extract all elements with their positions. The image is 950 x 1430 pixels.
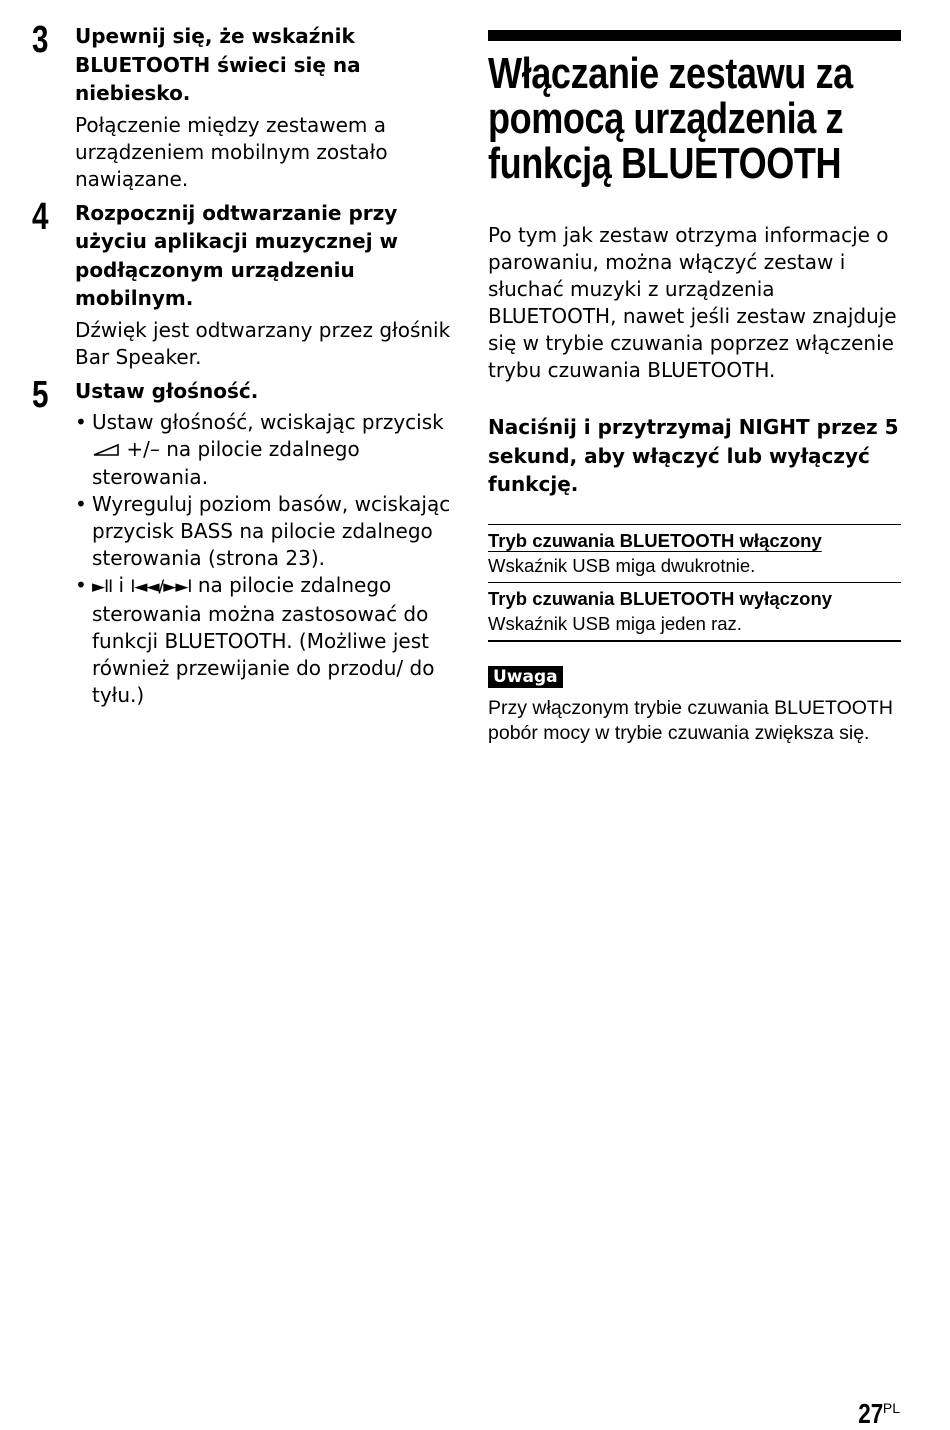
note-label: Uwaga xyxy=(488,666,563,688)
table-row xyxy=(488,525,901,582)
step-title: Upewnij się, że wskaźnik BLUETOOTH świeci się na niebiesko. xyxy=(75,24,361,105)
row-description: Wskaźnik USB miga dwukrotnie. xyxy=(488,554,756,576)
mode-table xyxy=(488,524,901,642)
step-description: Połączenie między zestawem a urządzeniem mobilnym zostało nawiązane. xyxy=(75,112,388,191)
section-heading: Włączanie zestawu za pomocą urządzenia z funkcją BLUETOOTH xyxy=(488,49,853,188)
section-intro: Po tym jak zestaw otrzyma informacje o parowaniu, można włączyć zestaw i słuchać muzyki z urządzenia BLUETOOTH, nawet jeśli zestaw znajduje się w trybie czuwania poprzez włączenie trybu czuwania BLUETOOTH. xyxy=(488,223,897,382)
step-number: 5 xyxy=(32,373,49,416)
left-column xyxy=(32,19,452,715)
step-bullets xyxy=(75,409,452,709)
bullet-text: Ustaw głośność, wciskając przycisk xyxy=(92,410,444,434)
bullet-text: Wyreguluj poziom basów, wciskając przycisk BASS na pilocie zdalnego sterowania (strona 23). xyxy=(92,492,451,570)
volume-icon xyxy=(92,437,120,464)
note-text: Przy włączonym trybie czuwania BLUETOOTH pobór mocy w trybie czuwania zwiększa się. xyxy=(488,696,893,744)
step-3 xyxy=(32,19,452,193)
step-title: Rozpocznij odtwarzanie przy użyciu aplikacji muzycznej w podłączonym urządzeniu mobilnym. xyxy=(75,200,399,310)
right-column xyxy=(488,30,901,747)
step-number: 3 xyxy=(32,19,49,61)
step-title: Ustaw głośność. xyxy=(75,378,259,403)
table-row xyxy=(488,582,901,640)
row-description: Wskaźnik USB miga jeden raz. xyxy=(488,612,742,634)
row-title: Tryb czuwania BLUETOOTH włączony xyxy=(488,529,822,551)
bullet-text: na pilocie zdalnego sterowania można zastosować do funkcji BLUETOOTH. (Możliwe jest również przewijanie do przodu/ do tyłu.) xyxy=(92,573,435,707)
skip-icon: I◄◄/►►I xyxy=(130,577,192,597)
step-number: 4 xyxy=(32,195,49,238)
section-divider-bar xyxy=(488,30,901,41)
row-title: Tryb czuwania BLUETOOTH wyłączony xyxy=(488,587,833,609)
step-5 xyxy=(32,373,452,710)
section-instruction: Naciśnij i przytrzymaj NIGHT przez 5 sekund, aby włączyć lub wyłączyć funkcję. xyxy=(488,415,899,496)
page-number-value: 27 xyxy=(857,1398,883,1429)
step-4 xyxy=(32,195,452,371)
language-code: PL xyxy=(882,1400,900,1416)
bullet-bass xyxy=(75,491,452,572)
play-pause-icon: ►II xyxy=(92,577,113,597)
bullet-playback xyxy=(75,572,452,709)
step-description: Dźwięk jest odtwarzany przez głośnik Bar Speaker. xyxy=(75,317,451,369)
bullet-text: i xyxy=(118,573,125,597)
page-number xyxy=(852,1398,900,1430)
bullet-volume xyxy=(75,409,452,491)
bullet-text: +/– na pilocie zdalnego sterowania. xyxy=(92,437,360,489)
